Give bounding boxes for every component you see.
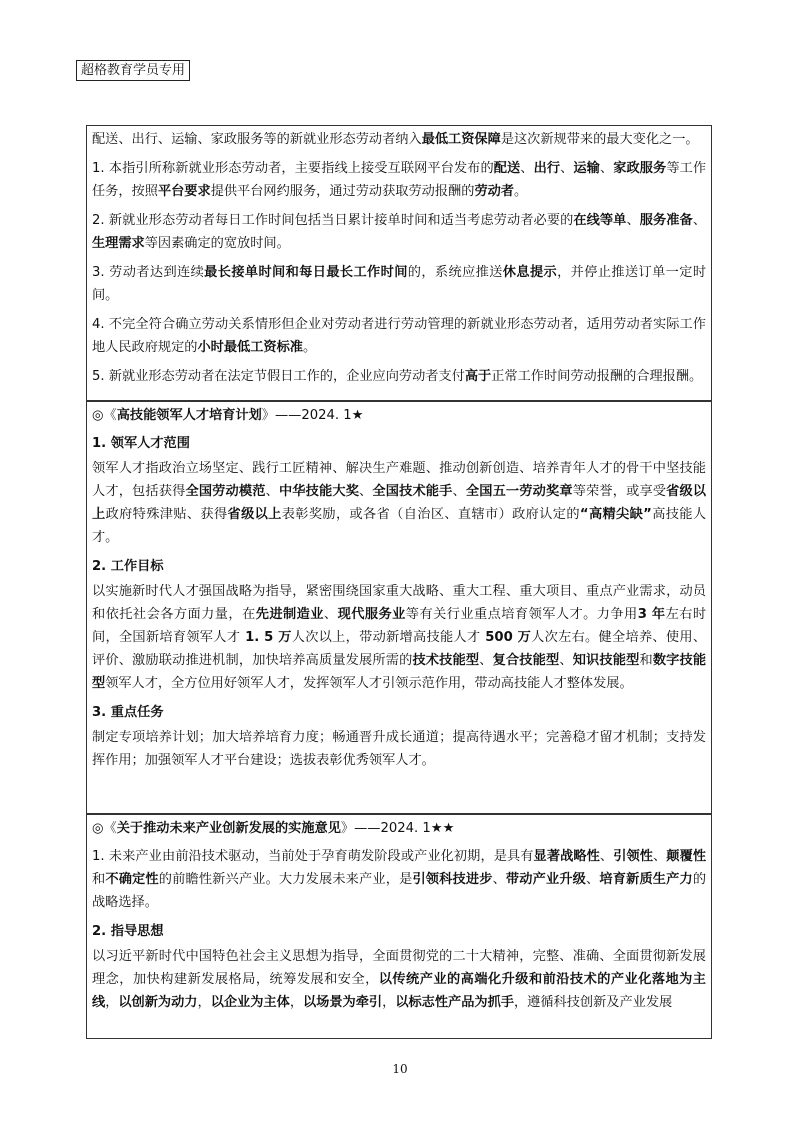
guiding-ideology-paragraph: 以习近平新时代中国特色社会主义思想为指导，全面贯彻党的二十大精神，完整、准确、全面贯彻新发展理念，加快构建新发展格局，统筹发展和安全，以传统产业的高端化升级和前沿技术的产业化落地为主线，以创新为动力，以企业为主体，以场景为牵引，以标志性产品为抓手，遵循科技创新及产业发展 [92, 949, 706, 1010]
item-2-paragraph: 2. 新就业形态劳动者每日工作时间包括当日累计接单时间和适当考虑劳动者必要的在线等单、服务准备、生理需求等因素确定的宽放时间。 [92, 213, 707, 251]
section-title: ◎《高技能领军人才培育计划》——2024. 1★ [92, 408, 364, 423]
item-1-paragraph: 1. 本指引所称新就业形态劳动者，主要指线上接受互联网平台发布的配送、出行、运输、家政服务等工作任务，按照平台要求提供平台网约服务，通过劳动获取劳动报酬的劳动者。 [92, 161, 707, 199]
intro-paragraph: 配送、出行、运输、家政服务等的新就业形态劳动者纳入最低工资保障是这次新规带来的最大变化之一。 [92, 132, 699, 147]
item-5-paragraph: 5. 新就业形态劳动者在法定节假日工作的，企业应向劳动者支付高于正常工作时间劳动报酬的合理报酬。 [92, 369, 703, 384]
future-industry-paragraph: 1. 未来产业由前沿技术驱动，当前处于孕育萌发阶段或产业化初期，是具有显著战略性、引领性、颠覆性和不确定性的前瞻性新兴产业。大力发展未来产业，是引领科技进步、带动产业升级、培育新质生产力的战略选择。 [92, 849, 707, 910]
skill-leader-plan-box [86, 401, 712, 814]
document-header-tag: 超格教育学员专用 [76, 60, 190, 81]
new-employment-box [86, 125, 712, 401]
subheading-key-tasks: 3. 重点任务 [92, 705, 164, 720]
item-3-paragraph: 3. 劳动者达到连续最长接单时间和每日最长工作时间的，系统应推送休息提示，并停止推送订单一定时间。 [92, 265, 707, 303]
work-goals-paragraph: 以实施新时代人才强国战略为指导，紧密围绕国家重大战略、重大工程、重大项目、重点产业需求，动员和依托社会各方面力量，在先进制造业、现代服务业等有关行业重点培育领军人才。力争用3 年左右时间，全国新培育领军人才 1. 5 万人次以上，带动新增高技能人才 500 万人次左右。健全培养、使用、评价、激励联动推进机制，加快培养高质量发展所需的技术技能型、复合技能型、知识技能型和数字技能型领军人才，全方位用好领军人才，发挥领军人才引领示范作用，带动高技能人才整体发展。 [92, 584, 707, 691]
leader-scope-paragraph: 领军人才指政治立场坚定、践行工匠精神、解决生产难题、推动创新创造、培养青年人才的骨干中坚技能人才，包括获得全国劳动模范、中华技能大奖、全国技术能手、全国五一劳动奖章等荣誉，或享受省级以上政府特殊津贴、获得省级以上表彰奖励，或各省（自治区、直辖市）政府认定的“高精尖缺”高技能人才。 [92, 461, 707, 545]
item-4-paragraph: 4. 不完全符合确立劳动关系情形但企业对劳动者进行劳动管理的新就业形态劳动者，适用劳动者实际工作地人民政府规定的小时最低工资标准。 [92, 317, 706, 355]
section-title: ◎《关于推动未来产业创新发展的实施意见》——2024. 1★★ [92, 821, 455, 836]
page-number: 10 [392, 1062, 408, 1076]
subheading-leader-scope: 1. 领军人才范围 [92, 436, 190, 451]
future-industry-box [86, 814, 712, 1039]
key-tasks-paragraph: 制定专项培养计划；加大培养培育力度；畅通晋升成长通道；提高待遇水平；完善稳才留才机制；支持发挥作用；加强领军人才平台建设；选拔表彰优秀领军人才。 [92, 730, 706, 768]
subheading-work-goals: 2. 工作目标 [92, 559, 164, 574]
subheading-guiding-ideology: 2. 指导思想 [92, 924, 164, 939]
